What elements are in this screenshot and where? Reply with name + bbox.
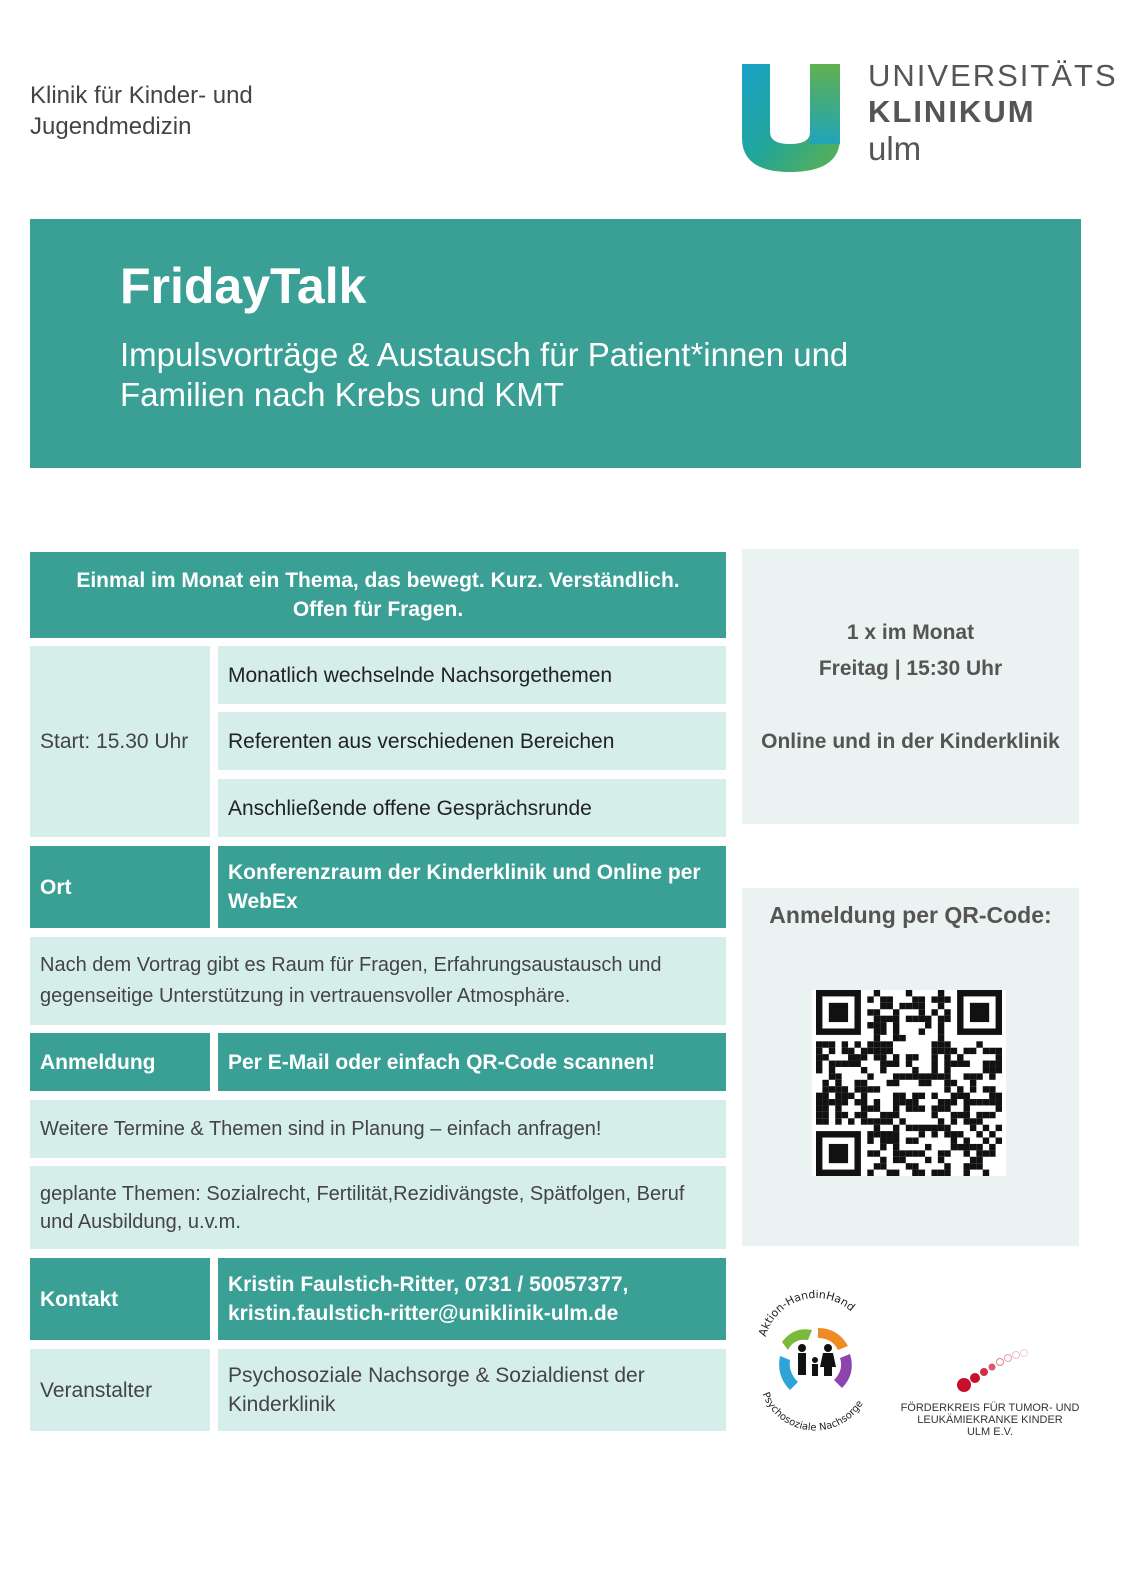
- foerderkreis-line-1: FÖRDERKREIS FÜR TUMOR- UND: [900, 1402, 1080, 1414]
- clinic-line-2: Jugendmedizin: [30, 113, 192, 140]
- geplante-row: [30, 1166, 726, 1249]
- point-row-2: [218, 712, 726, 770]
- anmeldung-label: Anmeldung: [40, 1050, 156, 1074]
- kontakt-label-cell: [30, 1258, 210, 1340]
- university-logo-icon: [740, 62, 842, 174]
- event-title: FridayTalk: [120, 258, 367, 314]
- kontakt-phone: Kristin Faulstich-Ritter, 0731 / 50057377,: [228, 1273, 629, 1296]
- kontakt-label: Kontakt: [40, 1287, 119, 1311]
- intro-line-1: Einmal im Monat ein Thema, das bewegt. Kurz. Verständlich.: [76, 569, 680, 592]
- point-row-3: [218, 779, 726, 837]
- clinic-name: [30, 80, 253, 142]
- point-1: Monatlich wechselnde Nachsorgethemen: [228, 663, 613, 687]
- svg-text:Psychosoziale Nachsorge: Psychosoziale Nachsorge: [759, 1390, 866, 1434]
- veranstalter-label: Veranstalter: [40, 1378, 153, 1402]
- geplante-text: geplante Themen: Sozialrecht, Fertilität,Rezidivängste, Spätfolgen, Beruf und Ausbildung, u.v.m.: [40, 1182, 685, 1233]
- schedule-box: [742, 549, 1079, 824]
- anmeldung-value: Per E-Mail oder einfach QR-Code scannen!: [228, 1050, 656, 1074]
- after-talk-text: Nach dem Vortrag gibt es Raum für Fragen, Erfahrungsaustausch und gegenseitige Unterstützung in vertrauensvoller Atmosphäre.: [40, 954, 662, 1007]
- anmeldung-value-cell: [218, 1033, 726, 1091]
- schedule-mode: Online und in der Kinderklinik: [761, 730, 1060, 753]
- intro-line-2: Offen für Fragen.: [292, 598, 464, 621]
- subtitle-line-2: Familien nach Krebs und KMT: [120, 376, 564, 413]
- kontakt-email[interactable]: kristin.faulstich-ritter@uniklinik-ulm.de: [228, 1302, 619, 1325]
- veranstalter-label-cell: [30, 1349, 210, 1431]
- ort-label: Ort: [40, 875, 72, 899]
- anmeldung-label-cell: [30, 1033, 210, 1091]
- after-talk-row: [30, 937, 726, 1025]
- subtitle-line-1: Impulsvorträge & Austausch für Patient*innen und: [120, 336, 849, 373]
- weitere-row: [30, 1100, 726, 1158]
- point-3: Anschließende offene Gesprächsrunde: [228, 796, 592, 820]
- intro-row: [30, 552, 726, 638]
- university-logo-text: [868, 58, 1118, 168]
- ort-value-cell: [218, 846, 726, 928]
- weitere-text: Weitere Termine & Themen sind in Planung – einfach anfragen!: [40, 1117, 602, 1140]
- foerderkreis-line-3: ULM E.V.: [966, 1426, 1014, 1438]
- logo-line-3: ulm: [868, 130, 922, 167]
- ort-label-cell: [30, 846, 210, 928]
- veranstalter-value-cell: [218, 1349, 726, 1431]
- handinhand-logo-icon: [752, 1290, 877, 1440]
- start-time: Start: 15.30 Uhr: [40, 730, 189, 753]
- foerderkreis-logo-text: [895, 1402, 1085, 1438]
- event-subtitle: [120, 335, 1020, 415]
- schedule-frequency: 1 x im Monat: [846, 621, 975, 644]
- point-2: Referenten aus verschiedenen Bereichen: [228, 729, 615, 753]
- ort-value: Konferenzraum der Kinderklinik und Online per WebEx: [228, 861, 701, 913]
- veranstalter-value: Psychosoziale Nachsorge & Sozialdienst der Kinderklinik: [228, 1364, 645, 1416]
- clinic-line-1: Klinik für Kinder- und: [30, 82, 253, 109]
- start-label: [30, 646, 210, 837]
- schedule-day: Freitag | 15:30 Uhr: [818, 657, 1003, 680]
- svg-text:Aktion-HandinHand: Aktion-HandinHand: [756, 1290, 858, 1339]
- point-row-1: [218, 646, 726, 704]
- logo-line-1: UNIVERSITÄTS: [868, 58, 1118, 93]
- logo-line-2: KLINIKUM: [868, 94, 1036, 129]
- qr-code[interactable]: [812, 990, 1006, 1176]
- qr-title: Anmeldung per QR-Code:: [769, 902, 1052, 928]
- kontakt-value-cell: [218, 1258, 726, 1340]
- foerderkreis-line-2: LEUKÄMIEKRANKE KINDER: [917, 1414, 1063, 1426]
- foerderkreis-logo-icon: [950, 1345, 1030, 1397]
- title-banner: [30, 219, 1081, 468]
